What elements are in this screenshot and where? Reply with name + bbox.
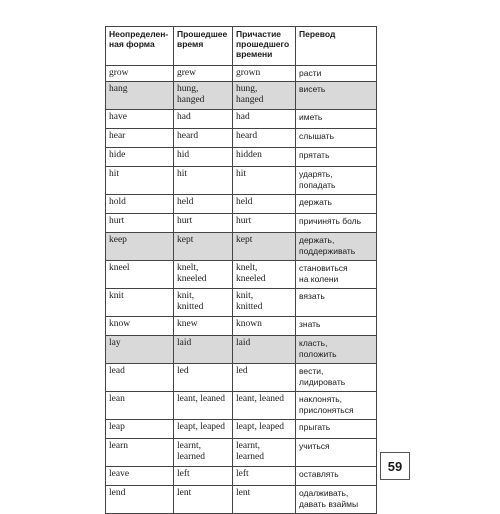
past-tense-cell: hid — [174, 148, 233, 167]
translation-cell: слышать — [296, 129, 377, 148]
translation-cell: вести, лидировать — [296, 364, 377, 392]
translation-cell: прятать — [296, 148, 377, 167]
past-participle-cell: hurt — [233, 214, 296, 233]
past-participle-cell: held — [233, 195, 296, 214]
past-participle-cell: kept — [233, 233, 296, 261]
past-participle-cell: hung, hanged — [233, 82, 296, 110]
past-participle-cell: known — [233, 317, 296, 336]
infinitive-cell: hurt — [106, 214, 174, 233]
infinitive-cell: have — [106, 110, 174, 129]
past-participle-cell: knelt, kneeled — [233, 261, 296, 289]
past-tense-cell: learnt, learned — [174, 439, 233, 467]
past-participle-cell: leant, leaned — [233, 392, 296, 420]
past-tense-cell: hit — [174, 167, 233, 195]
past-tense-cell: led — [174, 364, 233, 392]
infinitive-cell: hide — [106, 148, 174, 167]
past-participle-cell: grown — [233, 66, 296, 82]
past-tense-cell: knit, knitted — [174, 289, 233, 317]
past-tense-cell: knew — [174, 317, 233, 336]
header-past-tense: Прошедшее время — [174, 27, 233, 66]
translation-cell: держать, поддерживать — [296, 233, 377, 261]
irregular-verbs-table — [105, 26, 377, 514]
past-participle-cell: hidden — [233, 148, 296, 167]
infinitive-cell: learn — [106, 439, 174, 467]
table-row — [106, 129, 377, 148]
past-participle-cell: left — [233, 467, 296, 486]
translation-cell: оставлять — [296, 467, 377, 486]
page-number: 59 — [380, 452, 410, 480]
table-row — [106, 336, 377, 364]
table-row — [106, 420, 377, 439]
table-row — [106, 261, 377, 289]
past-participle-cell: led — [233, 364, 296, 392]
translation-cell: наклонять, прислоняться — [296, 392, 377, 420]
header-translation: Перевод — [296, 27, 377, 66]
past-participle-cell: leapt, leaped — [233, 420, 296, 439]
past-tense-cell: knelt, kneeled — [174, 261, 233, 289]
translation-cell: причинять боль — [296, 214, 377, 233]
infinitive-cell: leave — [106, 467, 174, 486]
table-row — [106, 148, 377, 167]
table-body — [106, 66, 377, 514]
table-row — [106, 317, 377, 336]
translation-cell: висеть — [296, 82, 377, 110]
translation-cell: вязать — [296, 289, 377, 317]
past-tense-cell: lent — [174, 486, 233, 514]
past-participle-cell: hit — [233, 167, 296, 195]
table-row — [106, 364, 377, 392]
past-tense-cell: laid — [174, 336, 233, 364]
past-tense-cell: grew — [174, 66, 233, 82]
translation-cell: ударять, попадать — [296, 167, 377, 195]
table-row — [106, 82, 377, 110]
infinitive-cell: lay — [106, 336, 174, 364]
past-tense-cell: left — [174, 467, 233, 486]
table-row — [106, 467, 377, 486]
translation-cell: расти — [296, 66, 377, 82]
past-tense-cell: leant, leaned — [174, 392, 233, 420]
past-participle-cell: had — [233, 110, 296, 129]
past-participle-cell: laid — [233, 336, 296, 364]
table-header-row — [106, 27, 377, 66]
table-row — [106, 167, 377, 195]
translation-cell: знать — [296, 317, 377, 336]
translation-cell: держать — [296, 195, 377, 214]
translation-cell: учиться — [296, 439, 377, 467]
past-tense-cell: leapt, leaped — [174, 420, 233, 439]
table-row — [106, 289, 377, 317]
past-tense-cell: kept — [174, 233, 233, 261]
translation-cell: прыгать — [296, 420, 377, 439]
translation-cell: класть, положить — [296, 336, 377, 364]
past-participle-cell: heard — [233, 129, 296, 148]
past-tense-cell: hung, hanged — [174, 82, 233, 110]
header-infinitive: Неопределен-ная форма — [106, 27, 174, 66]
table-row — [106, 214, 377, 233]
table-row — [106, 195, 377, 214]
table-row — [106, 392, 377, 420]
infinitive-cell: knit — [106, 289, 174, 317]
infinitive-cell: leap — [106, 420, 174, 439]
infinitive-cell: grow — [106, 66, 174, 82]
past-participle-cell: lent — [233, 486, 296, 514]
table-row — [106, 110, 377, 129]
infinitive-cell: lead — [106, 364, 174, 392]
table-row — [106, 439, 377, 467]
infinitive-cell: lend — [106, 486, 174, 514]
translation-cell: становиться на колени — [296, 261, 377, 289]
table-row — [106, 66, 377, 82]
header-past-participle: Причастие прошедшего времени — [233, 27, 296, 66]
infinitive-cell: hit — [106, 167, 174, 195]
past-tense-cell: hurt — [174, 214, 233, 233]
past-participle-cell: learnt, learned — [233, 439, 296, 467]
past-participle-cell: knit, knitted — [233, 289, 296, 317]
infinitive-cell: hear — [106, 129, 174, 148]
past-tense-cell: heard — [174, 129, 233, 148]
infinitive-cell: kneel — [106, 261, 174, 289]
past-tense-cell: had — [174, 110, 233, 129]
infinitive-cell: keep — [106, 233, 174, 261]
infinitive-cell: hold — [106, 195, 174, 214]
translation-cell: одалживать, давать взаймы — [296, 486, 377, 514]
translation-cell: иметь — [296, 110, 377, 129]
past-tense-cell: held — [174, 195, 233, 214]
table-row — [106, 233, 377, 261]
infinitive-cell: know — [106, 317, 174, 336]
infinitive-cell: hang — [106, 82, 174, 110]
infinitive-cell: lean — [106, 392, 174, 420]
